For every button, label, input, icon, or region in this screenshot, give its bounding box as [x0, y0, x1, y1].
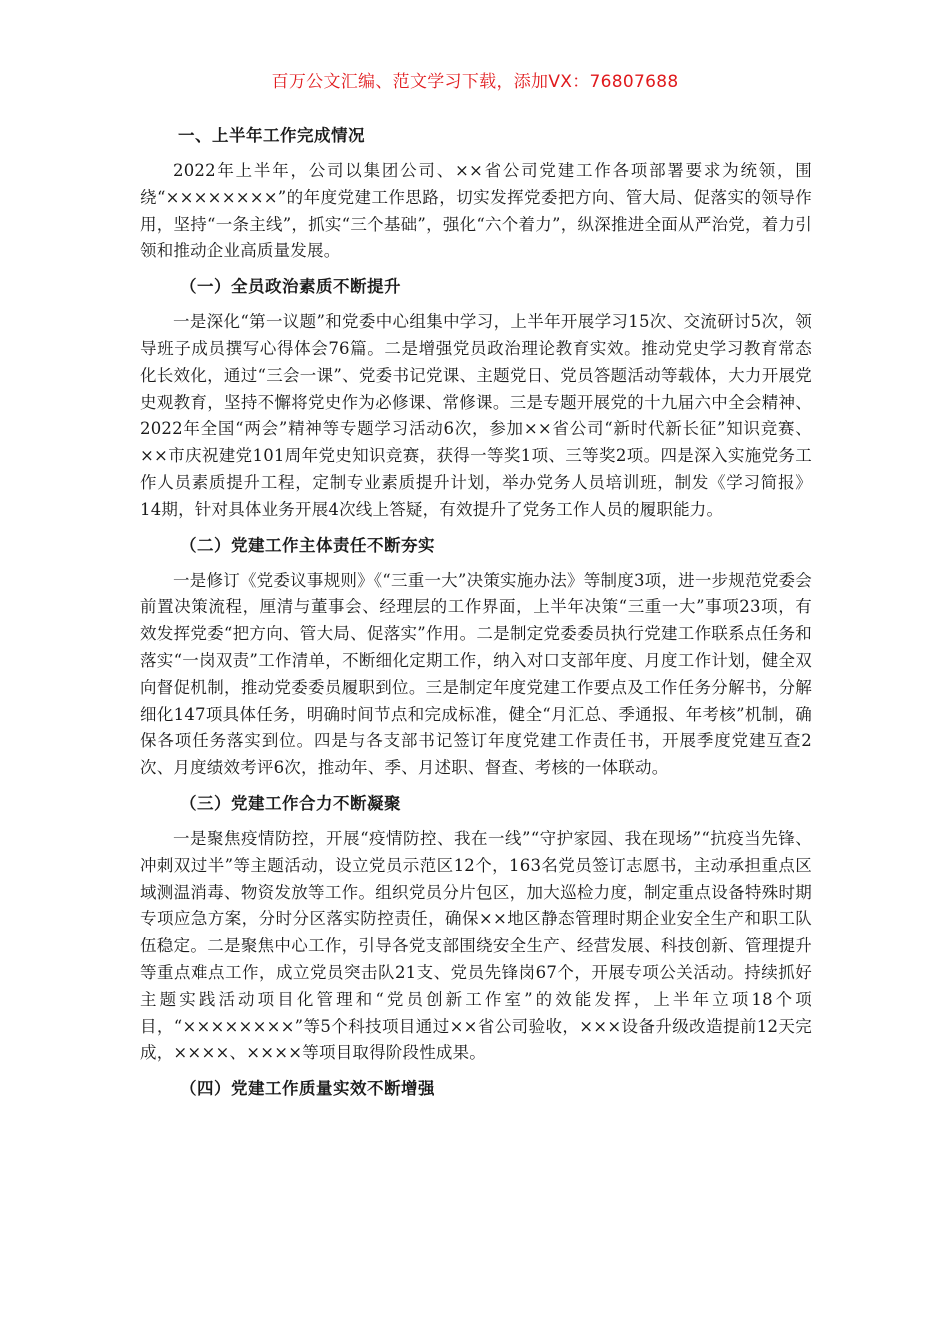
subsection-2-paragraph: 一是修订《党委议事规则》《“三重一大”决策实施办法》等制度3项，进一步规范党委会前置决策流程，厘清与董事会、经理层的工作界面，上半年决策“三重一大”事项23项，有效发挥党委“把方向、管大局、促落实”作用。二是制定党委委员执行党建工作联系点任务和落实“一岗双责”工作清单，不断细化定期工作，纳入对口支部年度、月度工作计划，健全双向督促机制，推动党委委员履职到位。三是制定年度党建工作要点及工作任务分解书，分解细化147项具体任务，明确时间节点和完成标准，健全“月汇总、季通报、年考核”机制，确保各项任务落实到位。四是与各支部书记签订年度党建工作责任书，开展季度党建互查2次、月度绩效考评6次，推动年、季、月述职、督查、考核的一体联动。	[140, 570, 812, 778]
subsection-3-heading: （三）党建工作合力不断凝聚	[180, 793, 401, 813]
section-title: 一、上半年工作完成情况	[178, 126, 365, 145]
document-body	[140, 122, 812, 1111]
intro-paragraph: 2022年上半年，公司以集团公司、××省公司党建工作各项部署要求为统领，围绕“××××××××”的年度党建工作思路，切实发挥党委把方向、管大局、促落实的领导作用，坚持“一条主线”，抓实“三个基础”，强化“六个着力”，纵深推进全面从严治党，着力引领和推动企业高质量发展。	[140, 161, 812, 261]
promo-banner: 百万公文汇编、范文学习下载，添加VX：76807688	[271, 72, 679, 92]
subsection-2-heading: （二）党建工作主体责任不断夯实	[180, 535, 435, 555]
subsection-1-paragraph: 一是深化“第一议题”和党委中心组集中学习，上半年开展学习15次、交流研讨5次，领导班子成员撰写心得体会76篇。二是增强党员政治理论教育实效。推动党史学习教育常态化长效化，通过“三会一课”、党委书记党课、主题党日、党员答题活动等载体，大力开展党史观教育，坚持不懈将党史作为必修课、常修课。三是专题开展党的十九届六中全会精神、2022年全国“两会”精神等专题学习活动6次，参加××省公司“新时代新长征”知识竞赛、××市庆祝建党101周年党史知识竞赛，获得一等奖1项、三等奖2项。四是深入实施党务工作人员素质提升工程，定制专业素质提升计划，举办党务人员培训班，制发《学习简报》14期，针对具体业务开展4次线上答疑，有效提升了党务工作人员的履职能力。	[140, 312, 812, 519]
subsection-1-heading: （一）全员政治素质不断提升	[180, 277, 401, 297]
subsection-4-heading: （四）党建工作质量实效不断增强	[180, 1079, 435, 1099]
subsection-3-paragraph: 一是聚焦疫情防控，开展“疫情防控、我在一线”“守护家园、我在现场”“抗疫当先锋、冲刺双过半”等主题活动，设立党员示范区12个，163名党员签订志愿书，主动承担重点区域测温消毒、物资发放等工作。组织党员分片包区，加大巡检力度，制定重点设备特殊时期专项应急方案，分时分区落实防控责任，确保××地区静态管理时期企业安全生产和职工队伍稳定。二是聚焦中心工作，引导各党支部围绕安全生产、经营发展、科技创新、管理提升等重点难点工作，成立党员突击队21支、党员先锋岗67个，开展专项公关活动。持续抓好主题实践活动项目化管理和“党员创新工作室”的效能发挥，上半年立项18个项目，“××××××××”等5个科技项目通过××省公司验收，×××设备升级改造提前12天完成，××××、××××等项目取得阶段性成果。	[140, 828, 812, 1063]
